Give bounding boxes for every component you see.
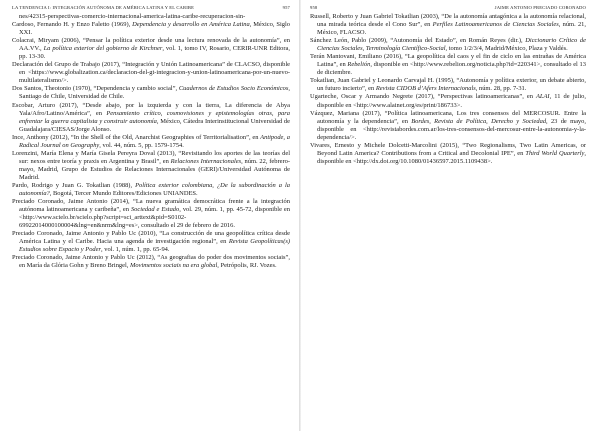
reference-text: Colacrai, Miryam (2006), “Pensar la política exterior desde una lectura renovada de la autonomía”, en AA.VV.,: [12, 37, 290, 53]
reference-text: Preciado Coronado, Jaime Antonio y Pablo Uc (2012), “As geografias do poder dos movimentos sociais”, en María da Glória Gohn y Breno Bringel,: [12, 254, 290, 270]
reference-text: Pardo, Rodrigo y Juan G. Tokatlian (1988),: [12, 181, 136, 189]
page-number: 957: [282, 5, 290, 10]
reference-entry: [310, 110, 586, 142]
reference-text: Ugarteche, Oscar y Armando Negrete (2017), “Perspectivas latinoamericanas”, en: [310, 93, 536, 101]
right-page: [300, 0, 600, 431]
reference-italic-title: La política exterior del gobierno de Kirchner: [43, 45, 163, 53]
reference-entry: [12, 230, 290, 254]
reference-entry: [12, 13, 290, 21]
reference-text: Dos Santos, Theotonio (1970), “Dependencia y cambio social”,: [12, 85, 179, 93]
reference-text: , Petrópolis, RJ. Vozes.: [217, 262, 277, 270]
reference-text: , vol. 44, núm. 5, pp. 1579-1754.: [99, 141, 184, 149]
reference-italic-title: Revista CIDOB d’Afers Internacionals: [375, 85, 476, 93]
reference-text: , Bogotá, Tercer Mundo Editores/Ediciones UNIANDES.: [49, 190, 198, 198]
reference-text: , vol. 1, núm. 1, pp. 65-94.: [101, 246, 170, 254]
reference-text: , 11 de julio, disponible en <http://www.alainet.org/es/print/186733>.: [317, 93, 587, 109]
reference-italic-title: ALAI: [535, 93, 550, 101]
reference-entry: [310, 93, 586, 109]
reference-italic-title: Política exterior colombiana, ¿De la subordinación a la autonomía?: [19, 181, 290, 198]
reference-text: Preciado Coronado, Jaime Antonio y Pablo Uc (2010), “La construcción de una geopolítica crítica desde América Latina y el Caribe. Hacia una agenda de investigación regional”, en: [12, 230, 290, 246]
reference-text: , tomo 1/2/3/4, Madrid/México, Plaza y Valdés.: [445, 45, 568, 53]
running-title: JAIME ANTONIO PRECIADO CORONADO: [494, 5, 586, 10]
running-header: [310, 5, 586, 10]
reference-italic-title: Cuadernos de Estudios Socio Económicos: [178, 85, 289, 93]
reference-text: , vol. 1, tomo IV, Rosario, CERIR-UNR Editora, pp. 13-30.: [19, 45, 291, 61]
reference-italic-title: Bordes, Revista de Política, Derecho y Sociedad: [411, 117, 547, 125]
running-header: [12, 5, 290, 10]
reference-entry: [310, 142, 586, 166]
reference-italic-title: Relaciones Internacionales: [170, 157, 242, 165]
reference-italic-title: Diccionario Crítico de Ciencias Sociales, Terminología Científico-Social: [317, 37, 586, 53]
reference-entry: [12, 198, 290, 230]
reference-text: , vol. 29, núm. 1, pp. 45-72, disponible en <http://www.scielo.br/scielo.php?script=sci_arttext&pid=S0102-69922014000100004&lng=en&nrm&lng=es>, consultado el 29 de febrero de 2016.: [19, 206, 290, 230]
reference-entry: [310, 13, 586, 37]
reference-italic-title: Pensamiento crítico, cosmovisiones y epistemologías otras, para enfrentar la guerra capitalista y construir autonomía: [19, 109, 290, 125]
reference-text: Lorenzini, María Elena y María Gisela Pereyra Doval (2013), “Revisitando los aportes de las teorías del sur: nexos entre teoría y praxis en Argentina y Brasil”, en: [12, 149, 290, 165]
reference-text: Declaración del Grupo de Trabajo (2017), “Integración y Unión Latinoamericana” de CLACSO, disponible en <https://www.globalization.ca/declaracion-del-gt-integracion-y-union-latinoamericana-por-un-nuevo-multilateralismo/>.: [12, 61, 290, 85]
reference-entry: [12, 254, 290, 270]
reference-text: , núm. 28, pp. 7-31.: [475, 85, 527, 93]
reference-text: nes/42315-perspectivas-comercio-internacional-america-latina-caribe-recuperacion-sin-: [19, 13, 246, 20]
reference-text: Vázquez, Mariana (2017), “Política latinoamericana, Los tres consensos del MERCOSUR. Entre la autonomía y la dependencia”, en: [310, 109, 586, 125]
reference-text: , México, Cátedra Interinstitucional Universidad de Guadalajara/CIESAS/Jorge Alonso.: [19, 117, 290, 133]
reference-entry: [310, 37, 586, 53]
reference-text: , núm. 21, México, FLACSO.: [317, 21, 587, 37]
reference-text: , Santiago de Chile, Universidad de Chile.: [19, 85, 291, 101]
reference-entry: [12, 21, 290, 37]
reference-text: , disponible en <http://dx.doi.org/10.1080/01436597.2015.1109438>.: [317, 149, 586, 165]
reference-text: Cardoso, Fernando H. y Enzo Faletto (1969),: [12, 21, 133, 29]
reference-entry: [12, 150, 290, 182]
reference-italic-title: Movimentos sociais na era global: [130, 262, 218, 270]
reference-entry: [12, 61, 290, 85]
reference-entry: [310, 77, 586, 93]
reference-italic-title: Third World Quarterly: [525, 149, 585, 157]
reference-text: Sánchez León, Pablo (2009), “Autonomía del Estado”, en Román Reyes (dir.),: [310, 37, 526, 45]
page-number: 958: [310, 5, 318, 10]
reference-italic-title: Dependencia y desarrollo en América Latina: [132, 21, 250, 29]
reference-italic-title: Sociedad e Estado: [130, 206, 180, 214]
reference-text: Terán Mantovani, Emiliano (2016), “La geopolítica del caos y el fin de ciclo en las entrañas de América Latina”, en: [310, 53, 586, 69]
reference-list: [310, 13, 586, 166]
reference-italic-title: Perfiles Latinoamericanos de Ciencias Sociales: [432, 21, 559, 29]
reference-text: , 23 de mayo, disponible en <http://revistabordes.com.ar/los-tres-consensos-del-mercosur-entre-la-autonomia-y-la-dependencia/>.: [317, 117, 586, 141]
reference-entry: [12, 102, 290, 134]
reference-text: , núm. 22, febrero-mayo, Madrid, Grupo de Estudios de Relaciones Internacionales (GERI)/Universidad Autónoma de Madrid.: [19, 157, 290, 181]
reference-italic-title: Antipode, a Radical Journal on Geography: [19, 133, 290, 149]
reference-text: Ince, Anthony (2012), “In the Shell of the Old, Anarchist Geographies of Territorialisation”, en: [12, 133, 261, 141]
reference-text: , disponible en <http://www.rebelion.org/noticia.php?id=220341>, consultado el 13 de diciembre.: [317, 61, 586, 77]
reference-entry: [12, 134, 290, 150]
reference-text: Russell, Roberto y Juan Gabriel Tokatlian (2003), “De la autonomía antagónica a la autonomía relacional, una mirada teórica desde el Cono Sur”, en: [310, 13, 586, 29]
reference-entry: [12, 182, 290, 198]
reference-list: [12, 13, 290, 271]
reference-text: Vivares, Ernesto y Michele Dolcetti-Marcolini (2015), “Two Regionalisms, Two Latin Americas, or Beyond Latin America? Contributions from a Critical and Decolonial IPE”, en: [310, 141, 586, 157]
reference-entry: [12, 37, 290, 61]
reference-entry: [310, 53, 586, 77]
reference-italic-title: Revista Geopolíticas(s) Estudios sobre Espacio y Poder: [19, 238, 291, 254]
running-title: LA TENDENCIA I: INTEGRACIÓN AUTÓNOMA DE AMÉRICA LATINA Y EL CARIBE: [12, 5, 195, 10]
reference-text: Escobar, Arturo (2017), “Desde abajo, por la izquierda y con la tierra, La diferencia de Abya Yala/Afro/Latino/América”, en: [12, 101, 290, 117]
reference-entry: [12, 85, 290, 101]
reference-italic-title: Rebelión: [347, 61, 371, 69]
reference-text: , México, Siglo XXI.: [19, 21, 290, 37]
reference-text: Tokatlian, Juan Gabriel y Leonardo Carvajal H. (1995), “Autonomía y política exterior, un debate abierto, un futuro incierto”, en: [310, 77, 586, 93]
reference-text: Preciado Coronado, Jaime Antonio (2014), “La nueva gramática democrática frente a la integración autónoma latinoamericana y caribeña”, en: [12, 198, 290, 214]
